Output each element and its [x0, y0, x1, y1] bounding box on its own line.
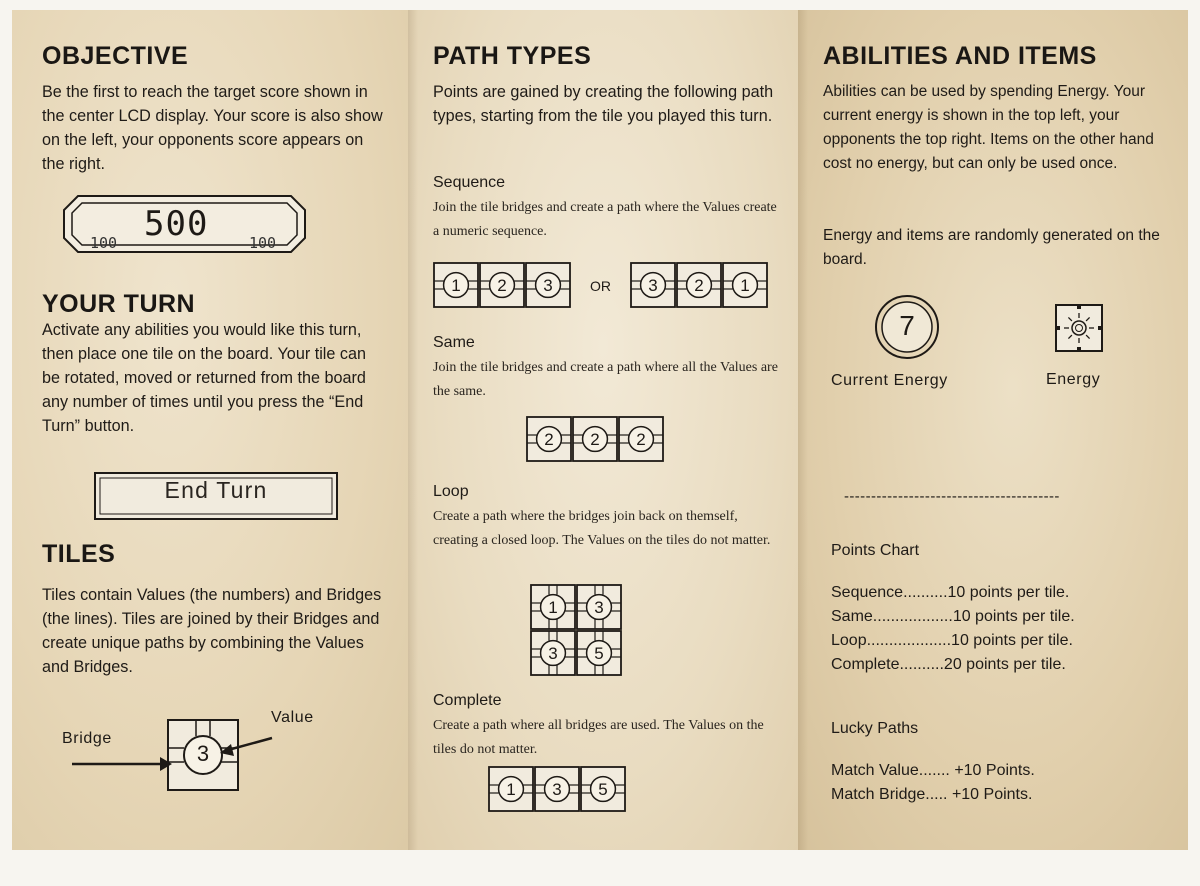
- sequence-or-label: OR: [590, 278, 611, 294]
- tile-example-diagram: [72, 710, 282, 800]
- panel-objective-turn-tiles: [12, 10, 408, 850]
- tile-value: 3: [594, 598, 604, 617]
- complete-row: [488, 766, 626, 817]
- current-energy-label: Current Energy: [831, 372, 948, 389]
- sequence-row-left: [433, 262, 571, 313]
- tile-example-value: 3: [196, 741, 210, 766]
- path-tile: [619, 417, 663, 461]
- points-row-same: Same..................10 points per tile.: [831, 608, 1075, 625]
- path-tile: [677, 263, 721, 307]
- path-tile: [577, 631, 621, 675]
- complete-desc: Create a path where all bridges are used. The Values on the tiles do not matter.: [433, 718, 764, 757]
- tile-value: 2: [694, 276, 704, 295]
- tile-value: 2: [497, 276, 507, 295]
- tile-value: 1: [740, 276, 750, 295]
- panel-path-types: [408, 10, 798, 850]
- same-desc: Join the tile bridges and create a path where all the Values are the same.: [433, 360, 778, 399]
- objective-text: Be the first to reach the target score shown in the center LCD display. Your score is also show on the left, your opponents score appears on the right.: [42, 83, 383, 173]
- same-row: [526, 416, 664, 467]
- path-tile: [527, 417, 571, 461]
- bridge-label: Bridge: [62, 730, 112, 747]
- lcd-target-score: 500: [144, 204, 209, 244]
- sun-icon: [1055, 304, 1103, 352]
- points-row-loop: Loop...................10 points per tile.: [831, 632, 1073, 649]
- path-tile: [535, 767, 579, 811]
- tile-value: 3: [543, 276, 553, 295]
- path-tile: [531, 631, 575, 675]
- objective-heading: OBJECTIVE: [42, 42, 189, 70]
- lucky-paths-title: Lucky Paths: [831, 720, 919, 737]
- same-title: Same: [433, 334, 475, 351]
- abilities-heading: ABILITIES AND ITEMS: [823, 42, 1097, 70]
- lcd-opponent-score: 100: [249, 234, 277, 252]
- tile-value: 3: [548, 644, 558, 663]
- abilities-generation-text: Energy and items are randomly generated on the board.: [823, 227, 1160, 268]
- end-turn-button-label: End Turn: [164, 477, 268, 503]
- tiles-text: Tiles contain Values (the numbers) and Bridges (the lines). Tiles are joined by their Bridges and create unique paths by combining the Values and Bridges.: [42, 586, 382, 676]
- energy-counter-value: 7: [899, 310, 915, 341]
- tile-value: 3: [648, 276, 658, 295]
- path-tile: [631, 263, 675, 307]
- loop-desc: Create a path where the bridges join back on themself, creating a closed loop. The Values on the tiles do not matter.: [433, 509, 771, 548]
- path-tile: [489, 767, 533, 811]
- your-turn-heading: YOUR TURN: [42, 290, 196, 318]
- tile-value: 1: [548, 598, 558, 617]
- energy-item-label: Energy: [1046, 371, 1101, 388]
- rules-sheet: [12, 10, 1188, 850]
- tile-value: 2: [544, 430, 554, 449]
- points-row-complete: Complete..........20 points per tile.: [831, 656, 1066, 673]
- lucky-row-match-value: Match Value....... +10 Points.: [831, 762, 1035, 779]
- tile-value: 3: [552, 780, 562, 799]
- tile-value: 5: [594, 644, 604, 663]
- loop-title: Loop: [433, 483, 469, 500]
- section-divider: ----------------------------------------: [844, 488, 1060, 505]
- sequence-desc: Join the tile bridges and create a path where the Values create a numeric sequence.: [433, 200, 777, 239]
- lcd-player-score: 100: [90, 234, 118, 252]
- tile-value: 2: [636, 430, 646, 449]
- sequence-title: Sequence: [433, 174, 506, 191]
- tile-value: 1: [506, 780, 516, 799]
- path-tile: [581, 767, 625, 811]
- points-row-sequence: Sequence..........10 points per tile.: [831, 584, 1070, 601]
- tiles-heading: TILES: [42, 540, 116, 568]
- tile-value: 1: [451, 276, 461, 295]
- path-tile: [434, 263, 478, 307]
- tile-value: 5: [598, 780, 608, 799]
- points-chart-title: Points Chart: [831, 542, 920, 559]
- your-turn-text: Activate any abilities you would like this turn, then place one tile on the board. Your tile can be rotated, moved or returned from the board any number of times until you press the “End Turn” button.: [42, 321, 366, 435]
- path-tile: [526, 263, 570, 307]
- lucky-row-match-bridge: Match Bridge..... +10 Points.: [831, 786, 1033, 803]
- path-types-heading: PATH TYPES: [433, 42, 592, 70]
- value-label: Value: [271, 709, 314, 726]
- path-tile: [573, 417, 617, 461]
- complete-title: Complete: [433, 692, 502, 709]
- path-tile: [723, 263, 767, 307]
- abilities-text: Abilities can be used by spending Energy. Your current energy is shown in the top left, your opponents the top right. Items on the other hand cost no energy, but can only be used once.: [823, 83, 1154, 172]
- path-tile: [577, 585, 621, 629]
- path-types-intro: Points are gained by creating the following path types, starting from the tile you played this turn.: [433, 83, 774, 125]
- tile-value: 2: [590, 430, 600, 449]
- panel-abilities-items: [798, 10, 1188, 850]
- path-tile: [531, 585, 575, 629]
- sequence-row-right: [630, 262, 768, 313]
- loop-grid: [530, 584, 622, 681]
- path-tile: [480, 263, 524, 307]
